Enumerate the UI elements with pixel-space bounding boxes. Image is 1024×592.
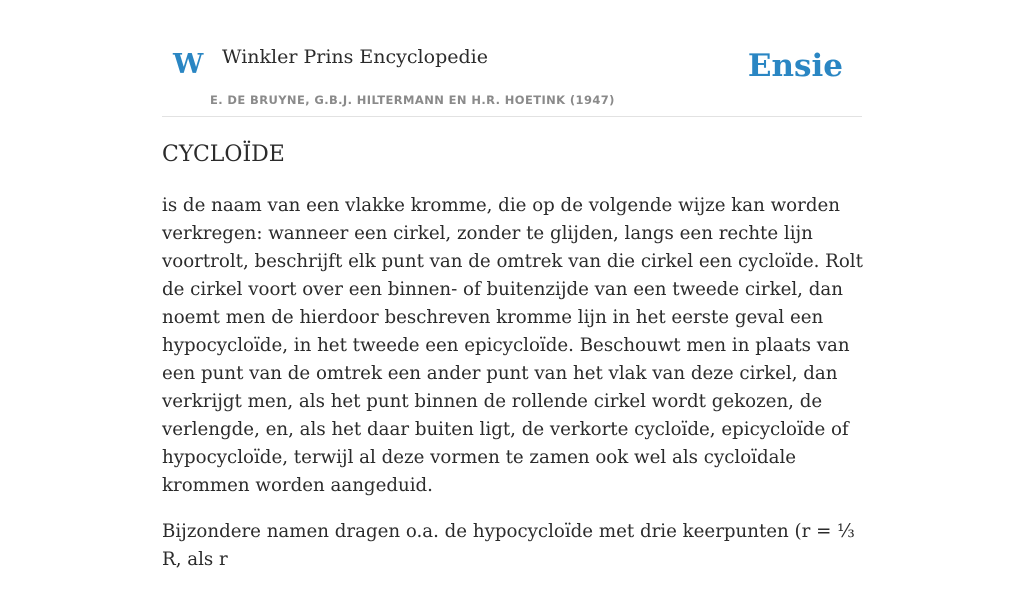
winkler-prins-logo[interactable]: W	[173, 49, 204, 80]
article-paragraph: is de naam van een vlakke kromme, die op de volgende wijze kan worden verkregen: wanneer een cirkel, zonder te glijden, langs een rechte lijn voortrolt, beschrijft elk punt van de omtrek van die cirkel een cycloïde. Rolt de cirkel voort over een binnen- of buitenzijde van een tweede cirkel, dan noemt men de hierdoor beschreven kromme lijn in het eerste geval een hypocycloïde, in het tweede een epicycloïde. Beschouwt men in plaats van een punt van de omtrek een ander punt van het vlak van deze cirkel, dan verkrijgt men, als het punt binnen de rollende cirkel wordt gekozen, de verlengde, en, als het daar buiten ligt, de verkorte cycloïde, epicycloïde of hypocycloïde, terwijl al deze vormen te zamen ook wel als cycloïdale krommen worden aangeduid.	[162, 195, 863, 496]
source-authors: E. DE BRUYNE, G.B.J. HILTERMANN EN H.R. HOETINK (1947)	[210, 93, 615, 107]
content-column	[162, 0, 863, 570]
source-header	[162, 0, 862, 117]
article-paragraph: Bijzondere namen dragen o.a. de hypocycloïde met drie keerpunten (r = ⅓ R, als r	[162, 521, 855, 570]
source-title-link[interactable]: Winkler Prins Encyclopedie	[222, 46, 488, 68]
article-title: CYCLOÏDE	[162, 142, 285, 167]
ensie-logo[interactable]: Ensie	[747, 48, 843, 84]
article-body	[162, 192, 867, 592]
